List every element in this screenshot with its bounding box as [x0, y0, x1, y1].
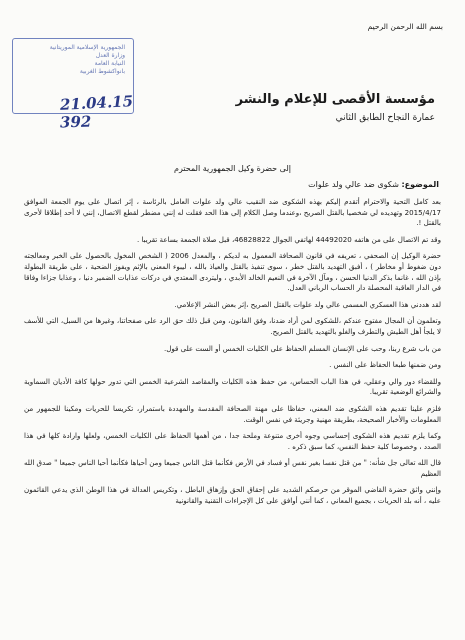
quran-intro: قال الله تعالى جل شأنه: [369, 458, 441, 468]
subject-label: الموضوع: [401, 180, 439, 189]
quran-verse: " من قتل نفسا بغير نفس أو فساد في الأرض فكأنما قتل الناس جميعا ومن أحياها فكأنما أحيا الناس جميعا " [54, 458, 367, 468]
body-paragraph: وتعلمون أن المجال مفتوح عندكم ،للشكوى لمن أراد ضدنا، وفق القانون، ومن قبل ذلك حق الرد على صفحاتنا، وغيرها من السبل، التي للأسف لا يلجأ أهل الطيش والتطرف والغلو بالتهديد بالقتل الصريح. [24, 316, 441, 336]
quran-quote [24, 458, 441, 479]
stamp-line: بانواكشوط الغربية [79, 68, 125, 75]
handwritten-reference-number: 392 [59, 112, 92, 132]
body-paragraph: حضرة الوكيل إن الصحفي ، تعريفه في قانون الصحافة المعمول به لديكم ، والمعدل 2006 ( الشخص المخول بالحصول على الخبر ومعالجته دون ضغوط أو مخاطر ) ، أفبق التهديد بالقتل خطر ، سوى تنفيذ بالقتل والعياذ بالله ، ليبوء المعني بالإثم ويفوز الضحية ، على طريقة البطولة بإذن الله ، غانما بذكر الدنيا الحسن ، ومآل الآخرة في النعيم الخالد الأبدي ، وليتردى المعتدي في دركات عذابات الضمير دنيا ، وعذابا جزاءا وفاقا في الدار العاقبة المحصلة دار الحساب الرباني العدل. [24, 251, 441, 293]
body-paragraph: لقد هددني هذا العسكري المسمى عالي ولد علوات بالقتل الصريح ،إثر بعض النشر الإعلامي. [174, 299, 441, 309]
body-paragraph: وللقضاء دور والي وعقلي، في هذا الباب الحساس، من حفظ هذه الكليات والمقاصد الشرعية الخمس التي تدور حولها كافة الأديان السماوية والشرائع الوضعية تقريبا. [24, 376, 441, 397]
quran-end: صدق الله العظيم [24, 458, 441, 478]
letter-addressee: إلى حضرة وكيل الجمهورية المحترم [173, 164, 291, 173]
letter-subject [308, 180, 439, 189]
body-paragraph: وكما يلزم تقديم هذه الشكوى إحساسي وجوه أخرى متنوعة وملحة جدا ، من أهمها الحفاظ على الكليات الخمس، ولعلها وارادة كلها في هذا الصدد ، وخصوصا كلية حفظ النفس، كما سبق ذكره . [24, 431, 441, 451]
body-paragraph: ومن ضمنها طبعا الحفاظ على النفس . [329, 360, 441, 370]
stamp-line: النيابة العامة [94, 60, 125, 67]
stamp-line: الجمهورية الإسلامية الموريتانية [49, 44, 125, 51]
body-paragraph: فلزم علينا تقديم هذه الشكوى ضد المعني، حفاظا على مهنة الصحافة المقدسة والمهددة باستمرار، تكريسا للحريات ومكينا للجمهور من المعلومات والأخبار الصحيحة، بطريقة مهنية وجريئة في نفس الوقت. [24, 403, 441, 424]
subject-text: شكوى ضد عالي ولد علوات [308, 180, 399, 189]
closing-paragraph: وإنني واثق حضرة القاضي الموقر من حرصكم الشديد على إحقاق الحق وإزهاق الباطل ، وتكريس العدالة في هذا الوطن الذي يدعي القائمون عليه ، أنه بلد الحريات ، بجميع المعاني ، كما أنني أوافق على كل الإجراءات التقنية والقانونية [24, 485, 441, 506]
handwritten-received-date: 21.04.15 [59, 92, 134, 114]
organization-name: مؤسسة الأقصى للإعلام والنشر [235, 92, 435, 107]
basmala: بسم الله الرحمن الرحيم [367, 22, 443, 31]
body-paragraph: من باب شرع ربنا، وحب على الإنسان المسلم الحفاظ على الكليات الخمس أو الست على قول. [163, 343, 441, 353]
organization-address: عمارة النجاح الطابق الثاني [335, 113, 435, 123]
letter-body [24, 197, 441, 513]
body-paragraph: بعد كامل التحية والاحترام أتقدم إليكم بهذه الشكوى ضد النقيب عالي ولد علوات العامل بالرئاسة ، إثر اتصال على يوم الجمعة الموافق 2015/4/17 وتهديده لي شخصيا بالقتل الصريح ،وعندما وصل الكلام إلى هذا الحد فقلت له إنني مضطر لقطع الاتصال، إنني لا أحد إطلاقا لأحرى بالقتل !. [24, 197, 441, 228]
body-paragraph: وقد تم الاتصال على من هاتفه 44492020 لهاتفي الجوال 46828822، قبل صلاة الجمعة بساعة تقريبا . [137, 234, 441, 244]
stamp-line: وزارة العدل [95, 52, 125, 59]
